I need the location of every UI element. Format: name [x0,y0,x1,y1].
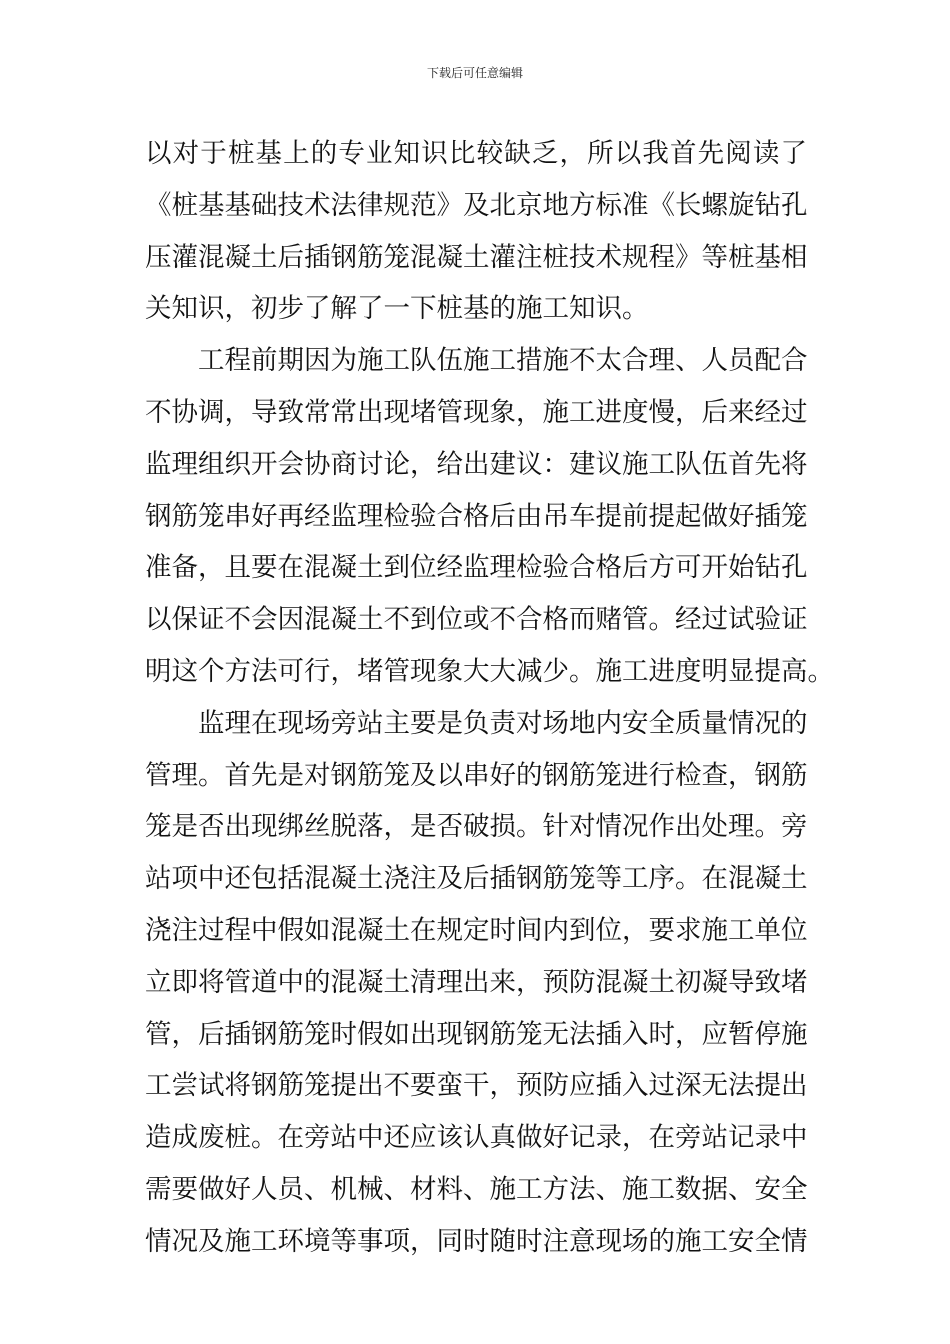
text-line: 管，后插钢筋笼时假如出现钢筋笼无法插入时，应暂停施 [145,1018,808,1050]
text-line: 不协调，导致常常出现堵管现象，施工进度慢，后来经过 [145,396,808,428]
text-line: 钢筋笼串好再经监理检验合格后由吊车提前提起做好插笼 [145,500,808,532]
text-line: 压灌混凝土后插钢筋笼混凝土灌注桩技术规程》等桩基相 [145,241,808,273]
text-line: 《桩基基础技术法律规范》及北京地方标准《长螺旋钻孔 [145,189,808,221]
text-line: 准备，且要在混凝土到位经监理检验合格后方可开始钻孔 [145,552,808,584]
text-line: 工尝试将钢筋笼提出不要蛮干，预防应插入过深无法提出 [145,1070,808,1102]
page-header: 下载后可任意编辑 [426,66,523,80]
text-line: 明这个方法可行，堵管现象大大减少。施工进度明显提高。 [145,655,834,687]
text-line: 需要做好人员、机械、材料、施工方法、施工数据、安全 [145,1173,808,1205]
text-line: 浇注过程中假如混凝土在规定时间内到位，要求施工单位 [145,914,808,946]
body-text [145,128,834,1268]
text-line: 立即将管道中的混凝土清理出来，预防混凝土初凝导致堵 [145,966,808,998]
text-line: 情况及施工环境等事项，同时随时注意现场的施工安全情 [145,1225,808,1257]
text-line: 监理在现场旁站主要是负责对场地内安全质量情况的 [145,707,808,739]
text-line: 以保证不会因混凝土不到位或不合格而赌管。经过试验证 [145,604,808,636]
text-line: 工程前期因为施工队伍施工措施不太合理、人员配合 [145,345,808,377]
text-line: 监理组织开会协商讨论，给出建议：建议施工队伍首先将 [145,448,808,480]
text-line: 管理。首先是对钢筋笼及以串好的钢筋笼进行检查，钢筋 [145,759,808,791]
text-line: 造成废桩。在旁站中还应该认真做好记录，在旁站记录中 [145,1122,808,1154]
text-line: 以对于桩基上的专业知识比较缺乏，所以我首先阅读了 [145,138,807,169]
text-line: 笼是否出现绑丝脱落，是否破损。针对情况作出处理。旁 [145,811,808,843]
text-line: 站项中还包括混凝土浇注及后插钢筋笼等工序。在混凝土 [145,863,808,895]
text-line: 关知识，初步了解了一下桩基的施工知识。 [145,293,649,325]
